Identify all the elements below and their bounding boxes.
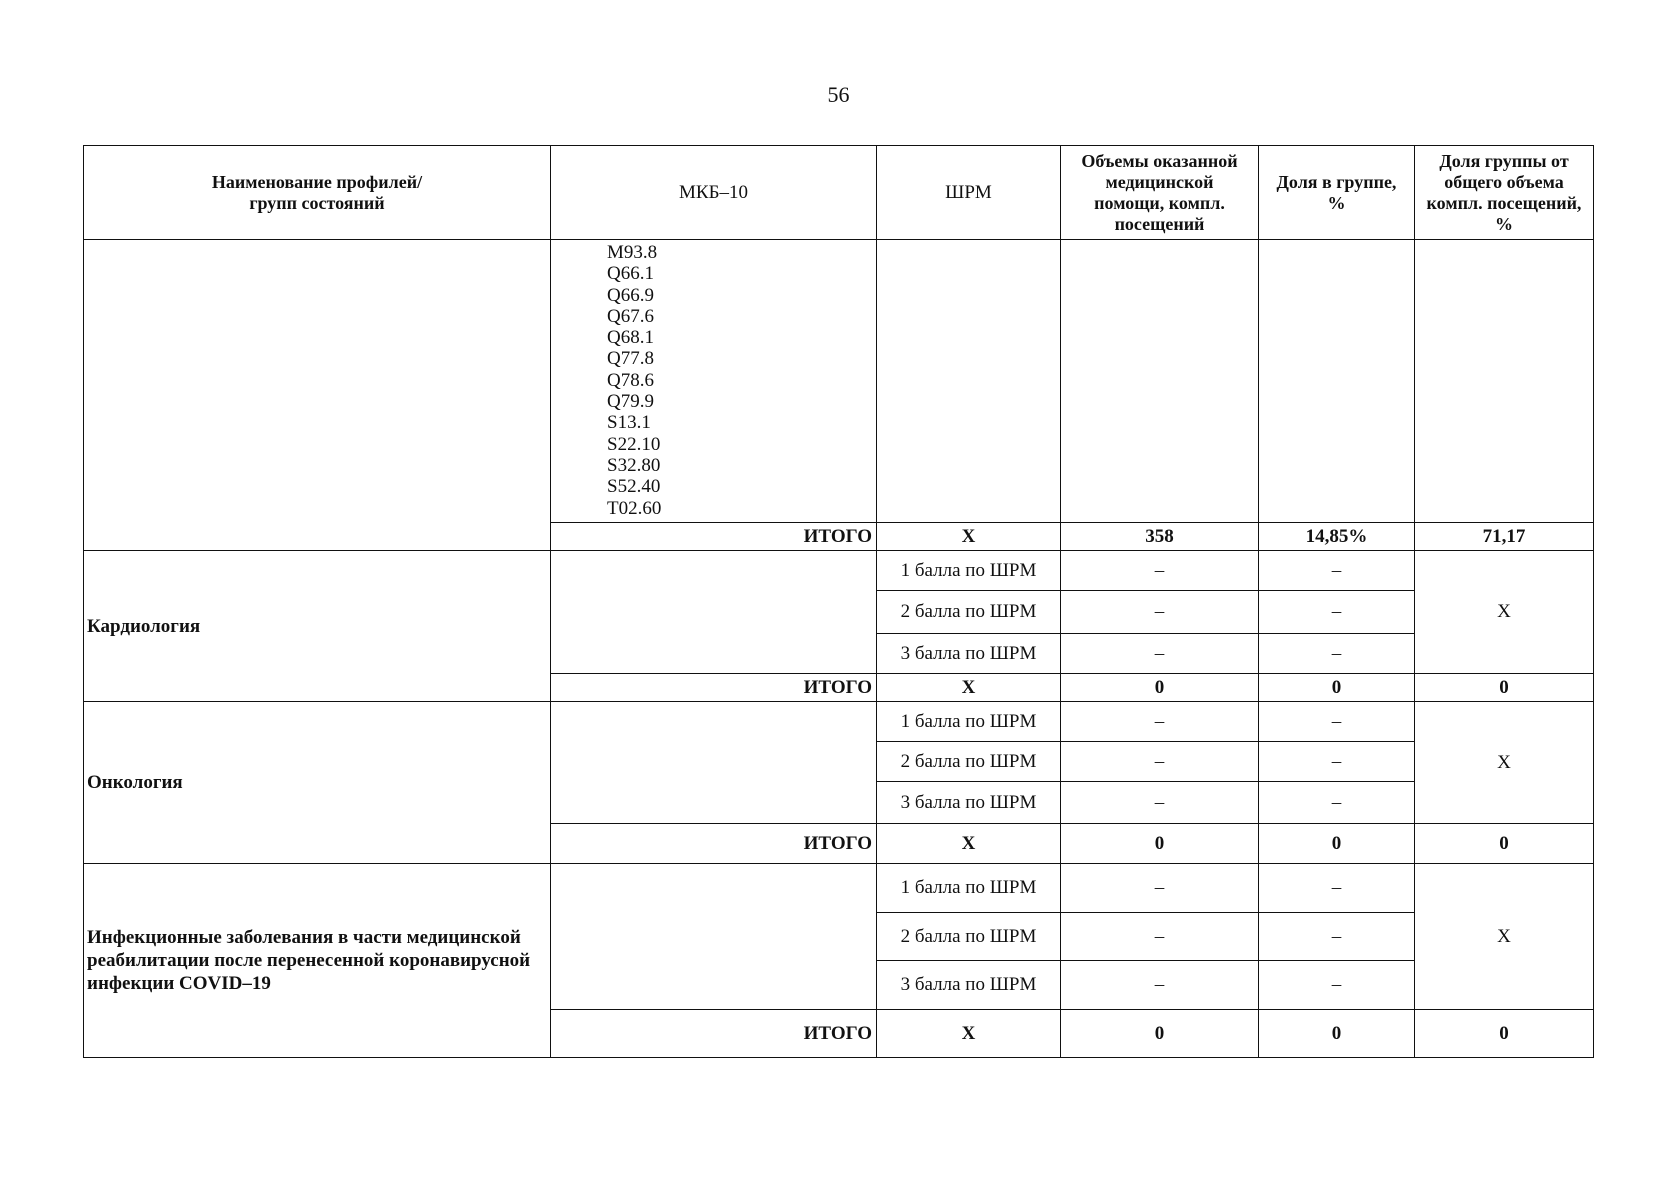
share-total-value: Х xyxy=(1415,551,1594,674)
share-total-value: Х xyxy=(1415,864,1594,1010)
volume-value: – xyxy=(1061,551,1259,591)
share-value: – xyxy=(1259,864,1415,913)
total-share-total: 0 xyxy=(1415,824,1594,864)
volume-value: – xyxy=(1061,961,1259,1010)
share-value: – xyxy=(1259,913,1415,961)
group-row xyxy=(84,864,1594,913)
volume-value: – xyxy=(1061,782,1259,824)
total-label: ИТОГО xyxy=(551,674,877,702)
mkb-codes-cell xyxy=(551,240,877,523)
group-name-cardiology: Кардиология xyxy=(84,551,551,702)
total-share-total: 0 xyxy=(1415,1010,1594,1058)
total-share-total: 0 xyxy=(1415,674,1594,702)
empty-cell xyxy=(1061,240,1259,523)
mkb-code: S13.1 xyxy=(607,412,651,434)
header-row xyxy=(84,146,1594,240)
total-label: ИТОГО xyxy=(551,1010,877,1058)
mkb-code: S22.10 xyxy=(607,433,661,455)
total-volume: 358 xyxy=(1061,523,1259,551)
shrm-level: 2 балла по ШРМ xyxy=(877,591,1061,634)
total-share-total: 71,17 xyxy=(1415,523,1594,551)
shrm-level: 3 балла по ШРМ xyxy=(877,782,1061,824)
mkb-code: Q79.9 xyxy=(607,391,654,413)
header-mkb: МКБ–10 xyxy=(551,146,877,240)
volume-value: – xyxy=(1061,913,1259,961)
group-name-covid: Инфекционные заболевания в части медицинской реабилитации после перенесенной коронавирусной инфекции COVID–19 xyxy=(84,864,551,1058)
total-volume: 0 xyxy=(1061,674,1259,702)
mkb-code: Q66.9 xyxy=(607,284,654,306)
header-name: Наименование профилей/групп состояний xyxy=(84,146,551,240)
share-value: – xyxy=(1259,634,1415,674)
total-volume: 0 xyxy=(1061,824,1259,864)
share-value: – xyxy=(1259,961,1415,1010)
mkb-empty-cell xyxy=(551,864,877,1010)
share-value: – xyxy=(1259,782,1415,824)
total-share-group: 0 xyxy=(1259,1010,1415,1058)
continued-name-cell xyxy=(84,240,551,551)
volume-value: – xyxy=(1061,702,1259,742)
mkb-code: S52.40 xyxy=(607,476,661,498)
continued-codes-row xyxy=(84,240,1594,523)
shrm-level: 2 балла по ШРМ xyxy=(877,742,1061,782)
mkb-code: Q66.1 xyxy=(607,263,654,285)
mkb-code: Q78.6 xyxy=(607,369,654,391)
total-shrm: Х xyxy=(877,523,1061,551)
mkb-code: M93.8 xyxy=(607,242,658,263)
volume-value: – xyxy=(1061,591,1259,634)
total-shrm: Х xyxy=(877,824,1061,864)
share-total-value: Х xyxy=(1415,702,1594,824)
mkb-code: Q68.1 xyxy=(607,327,654,349)
total-volume: 0 xyxy=(1061,1010,1259,1058)
share-value: – xyxy=(1259,702,1415,742)
total-share-group: 14,85% xyxy=(1259,523,1415,551)
shrm-level: 1 балла по ШРМ xyxy=(877,551,1061,591)
shrm-level: 3 балла по ШРМ xyxy=(877,961,1061,1010)
volume-value: – xyxy=(1061,864,1259,913)
total-label: ИТОГО xyxy=(551,523,877,551)
mkb-code: T02.60 xyxy=(607,497,662,519)
group-name-oncology: Онкология xyxy=(84,702,551,864)
total-shrm: Х xyxy=(877,1010,1061,1058)
shrm-level: 1 балла по ШРМ xyxy=(877,702,1061,742)
group-row xyxy=(84,551,1594,591)
page-number: 56 xyxy=(827,82,850,107)
empty-cell xyxy=(877,240,1061,523)
share-value: – xyxy=(1259,742,1415,782)
mkb-empty-cell xyxy=(551,551,877,674)
header-volume: Объемы оказанной медицинской помощи, компл. посещений xyxy=(1061,146,1259,240)
group-row xyxy=(84,702,1594,742)
share-value: – xyxy=(1259,551,1415,591)
shrm-level: 3 балла по ШРМ xyxy=(877,634,1061,674)
total-share-group: 0 xyxy=(1259,674,1415,702)
mkb-code: Q67.6 xyxy=(607,305,654,327)
header-shrm: ШРМ xyxy=(877,146,1061,240)
shrm-level: 2 балла по ШРМ xyxy=(877,913,1061,961)
header-share-total: Доля группы от общего объема компл. посещений, % xyxy=(1415,146,1594,240)
share-value: – xyxy=(1259,591,1415,634)
shrm-level: 1 балла по ШРМ xyxy=(877,864,1061,913)
total-shrm: Х xyxy=(877,674,1061,702)
mkb-code: S32.80 xyxy=(607,454,661,476)
empty-cell xyxy=(1259,240,1415,523)
rehab-volume-table xyxy=(83,145,1594,1058)
total-share-group: 0 xyxy=(1259,824,1415,864)
empty-cell xyxy=(1415,240,1594,523)
header-share-group: Доля в группе, % xyxy=(1259,146,1415,240)
volume-value: – xyxy=(1061,634,1259,674)
mkb-code: Q77.8 xyxy=(607,348,654,370)
volume-value: – xyxy=(1061,742,1259,782)
total-label: ИТОГО xyxy=(551,824,877,864)
mkb-empty-cell xyxy=(551,702,877,824)
